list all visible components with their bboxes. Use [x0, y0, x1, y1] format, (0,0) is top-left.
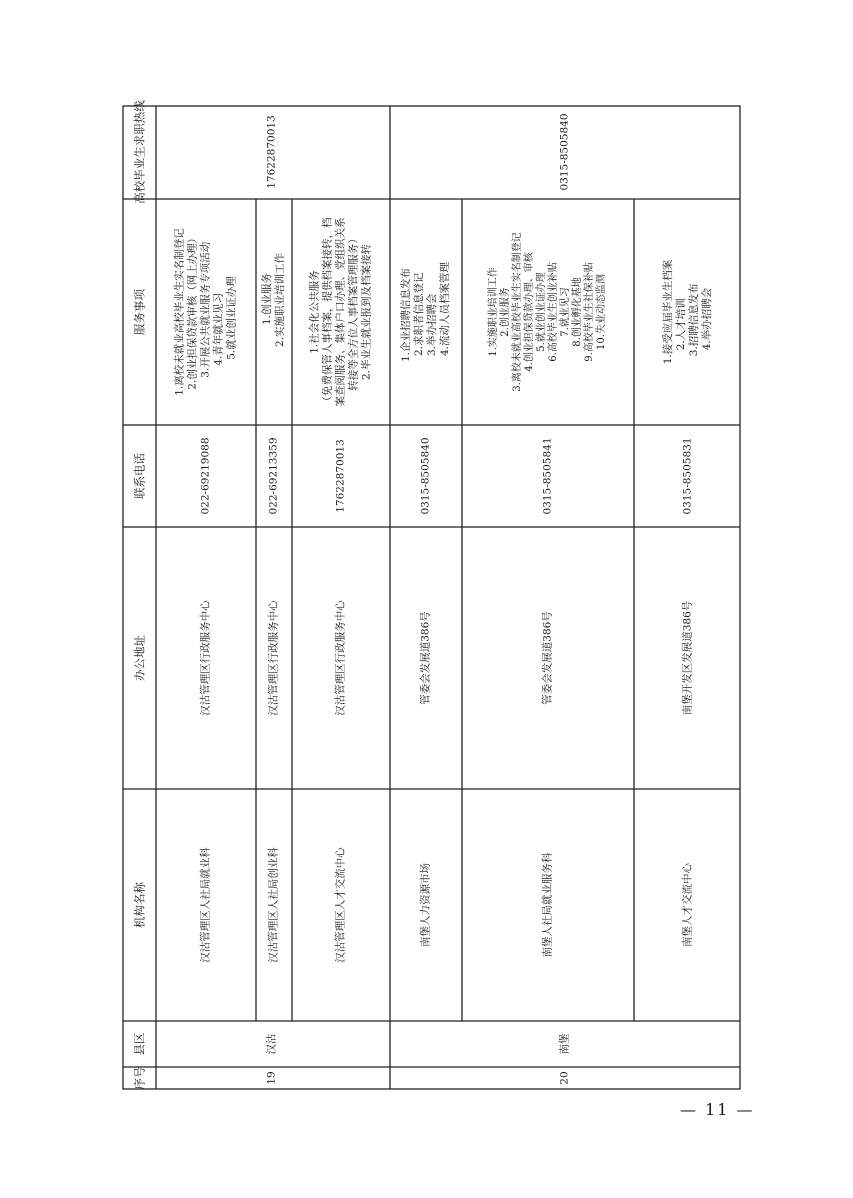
services-list — [261, 253, 287, 347]
service-item: 2.实施职业培训工作 — [274, 252, 286, 348]
service-item: 3.离校未就业高校毕业生实名制登记 — [512, 232, 523, 392]
header-phone: 联系电话 — [132, 453, 147, 499]
service-item: 2.创业服务 — [500, 287, 511, 337]
address: 管委会发展道386号 — [541, 611, 554, 705]
hotline-hangu: 17622870013 — [265, 115, 278, 189]
services-list — [488, 232, 608, 392]
service-item: 1.创业服务 — [261, 272, 273, 326]
service-item: 2.求职者信息登记 — [413, 272, 425, 357]
service-item: （免费保管人事档案，提供档案接转，档 — [321, 217, 334, 407]
service-item: 1.实施职业培训工作 — [488, 267, 499, 357]
service-item: 1.社会化公共服务 — [308, 270, 321, 354]
services-list — [662, 260, 714, 365]
phone: 0315-8505841 — [541, 437, 554, 515]
header-address: 办公地址 — [132, 635, 147, 681]
service-item: 转接等全方位人事档案管理服务） — [347, 233, 360, 391]
address: 管委会发展道386号 — [419, 611, 432, 705]
org-name: 南堡人社局就业服务科 — [541, 852, 554, 958]
org-name: 汉沽管理区人才交流中心 — [334, 847, 347, 963]
org-name: 南堡人力资源市场 — [419, 863, 432, 947]
service-item: 10.失业动态监测 — [596, 274, 607, 350]
service-item: 4.举办招聘会 — [701, 287, 713, 351]
header-hotline: 高校毕业生求职热线 — [132, 100, 147, 204]
service-item: 3.开展公共就业服务专项活动 — [199, 241, 212, 378]
service-item: 1.企业招聘信息发布 — [400, 267, 412, 363]
address: 汉沽管理区行政服务中心 — [334, 600, 347, 716]
services-list — [400, 262, 452, 362]
service-item: 4.流动人员档案管理 — [439, 261, 451, 357]
service-item: 2.创业担保贷款审核（网上办理） — [186, 232, 199, 390]
phone: 022-69219088 — [199, 437, 212, 515]
service-item: 3.举办招聘会 — [426, 293, 438, 357]
service-item: 5.就业创业证办理 — [225, 276, 238, 360]
service-item: 9.高校毕业生社保补贴 — [584, 262, 595, 362]
address: 汉沽管理区行政服务中心 — [267, 600, 280, 716]
header-county: 县区 — [132, 1032, 147, 1056]
service-item: 6.高校毕业生创业补贴 — [548, 262, 559, 362]
services-list — [309, 218, 374, 407]
address: 南堡开发区发展道386号 — [681, 600, 694, 716]
service-item: 8.创业孵化基地 — [572, 277, 583, 347]
header-services: 服务事项 — [132, 289, 147, 335]
services-list — [174, 228, 239, 396]
phone: 0315-8505840 — [419, 437, 432, 515]
org-name: 南堡人才交流中心 — [681, 863, 694, 947]
service-item: 4.青年就业见习 — [212, 292, 225, 366]
phone: 0315-8505831 — [681, 437, 694, 515]
org-name: 汉沽管理区人社局就业科 — [199, 847, 212, 963]
seq-20: 20 — [558, 1071, 571, 1085]
header-org-name: 机构名称 — [132, 882, 147, 928]
phone: 022-69213359 — [267, 437, 280, 515]
address: 汉沽管理区行政服务中心 — [199, 600, 212, 716]
county-nanpu: 南堡 — [558, 1033, 571, 1055]
county-hangu: 汉沽 — [265, 1033, 278, 1055]
phone: 17622870013 — [334, 439, 347, 513]
service-item: 1.接受应届毕业生档案 — [662, 259, 674, 365]
service-item: 4.创业担保贷款办理、审核 — [524, 252, 535, 372]
service-item: 2.人才培训 — [675, 298, 687, 351]
service-item: 3.招聘信息发布 — [688, 283, 700, 357]
header-seq: 序号 — [132, 1066, 147, 1090]
hotline-nanpu: 0315-8505840 — [558, 113, 571, 191]
org-name: 汉沽管理区人社局创业科 — [267, 847, 280, 963]
service-item: 5.就业创业证办理 — [536, 272, 547, 352]
service-item: 2.毕业生就业报到及档案接转 — [360, 243, 373, 381]
service-item: 案查阅服务、集体户口办理、党组织关系 — [334, 217, 347, 407]
page-number: — 11 — — [680, 1100, 755, 1119]
seq-19: 19 — [265, 1071, 278, 1085]
service-item: 1.离校未就业高校毕业生实名制登记 — [173, 228, 186, 396]
service-item: 7.就业见习 — [560, 287, 571, 337]
